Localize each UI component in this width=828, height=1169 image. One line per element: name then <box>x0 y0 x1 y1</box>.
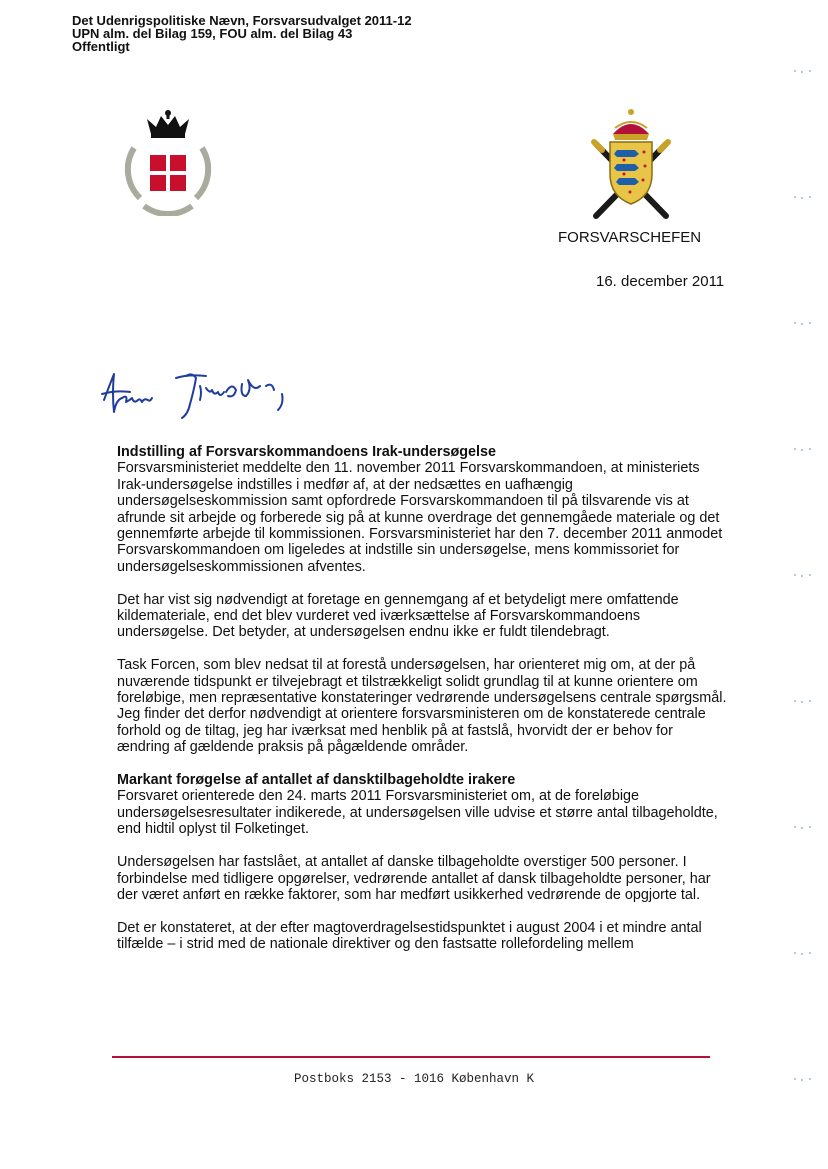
paragraph: Det har vist sig nødvendigt at foretage en gennemgang af et betydeligt mere omfattende kildemateriale, end det blev vurderet ved iværksættelse af Forsvarskommandoens undersøgelse. Det betyder, at undersøgelsen endnu ikke er fuldt tilendebragt. <box>117 591 679 641</box>
section-heading: Indstilling af Forsvarskommandoens Irak-undersøgelse <box>117 444 497 460</box>
chief-of-defence-coat-of-arms <box>588 108 674 220</box>
scan-mark <box>792 196 814 200</box>
scan-mark <box>792 826 814 830</box>
document-reference-header <box>72 14 412 53</box>
footer-address: Postboks 2153 - 1016 København K <box>293 1072 535 1086</box>
committee-line: Det Udenrigspolitiske Nævn, Forsvarsudvalget 2011-12 <box>72 13 412 28</box>
paragraph: Forsvarsministeriet meddelte den 11. november 2011 Forsvarskommandoen, at ministeriets Irak-undersøgelse indstilles i medfør af, at der nedsættes en uafhængig undersøgelseskommission samt opfordrede Forsvarskommandoen til på tilsvarende vis at afrunde sit arbejde og forberede sig på at kunne overdrage det gennemgåede materiale og det gennemførte arbejde til kommissionen. Forsvarsministeriet har den 7. december 2011 anmodet Forsvarskommandoen om ligeledes at indstille sin undersøgelse, mens kommissoriet for undersøgelseskommissionen afventes. <box>117 460 723 575</box>
section-heading: Markant forøgelse af antallet af dansktilbageholdte irakere <box>117 772 516 789</box>
footer-divider <box>112 1056 710 1058</box>
scan-mark <box>792 700 814 704</box>
bilag-reference-line: UPN alm. del Bilag 159, FOU alm. del Bilag 43 <box>72 26 353 41</box>
paragraph: Task Forcen, som blev nedsat til at forestå undersøgelsen, har orienteret mig om, at der på nuværende tidspunkt er tilvejebragt et tilstrækkeligt solidt grundlag til at kunne orientere om foreløbige, men repræsentative konstateringer vedrørende undersøgelsens centrale spørgsmål. Jeg finder det derfor nødvendigt at orientere forsvarsministeren om de konstaterede centrale forhold og de tiltag, jeg har iværksat med henblik på at fastslå, hvorvidt der er behov for ændring af gældende praksis på pågældende områder. <box>117 657 727 756</box>
scan-mark <box>792 1078 814 1082</box>
sender-department: FORSVARSCHEFEN <box>558 229 702 246</box>
ministry-of-defence-logo <box>120 110 216 216</box>
scan-mark <box>792 574 814 578</box>
paragraph: Det er konstateret, at der efter magtoverdragelsestidspunktet i august 2004 i et mindre antal tilfælde – i strid med de nationale direktiver og den fastsatte rollefordeling mellem <box>117 919 702 953</box>
paragraph: Forsvaret orienterede den 24. marts 2011 Forsvarsministeriet om, at de foreløbige undersøgelsesresultater indikerede, at undersøgelsen ville udvise et større antal tilbageholdte, end hidtil oplyst til Folketinget. <box>117 788 718 838</box>
scan-mark <box>792 322 814 326</box>
letter-date: 16. december 2011 <box>596 273 725 290</box>
scan-mark <box>792 70 814 74</box>
handwritten-salutation <box>96 364 306 424</box>
scan-mark <box>792 952 814 956</box>
public-status-line: Offentligt <box>72 39 130 54</box>
letter-body <box>117 444 729 969</box>
scan-mark <box>792 448 814 452</box>
paragraph: Undersøgelsen har fastslået, at antallet af danske tilbageholdte overstiger 500 personer. I forbindelse med tidligere opgørelser, vedrørende antallet af dansk tilbageholdte personer, har der været anført en række faktorer, som har medført usikkerhed vedrørende de opgjorte tal. <box>117 854 711 903</box>
